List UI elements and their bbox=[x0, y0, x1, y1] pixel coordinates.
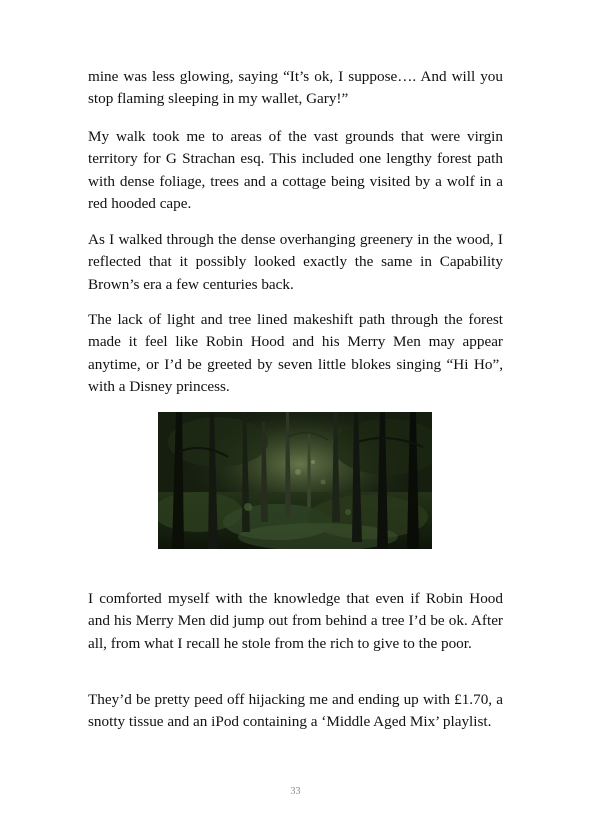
paragraph: They’d be pretty peed off hijacking me and ending up with £1.70, a snotty tissue and an iPod containing a ‘Middle Aged Mix’ playlist. bbox=[88, 691, 503, 731]
paragraph: My walk took me to areas of the vast grounds that were virgin territory for G Strachan esq. This included one lengthy forest path with dense foliage, trees and a cottage being visited by a wolf in a red hooded cape. bbox=[88, 128, 503, 212]
page-number: 33 bbox=[290, 786, 301, 797]
forest-photo bbox=[158, 412, 432, 549]
paragraph: mine was less glowing, saying “It’s ok, I suppose…. And will you stop flaming sleeping in my wallet, Gary!” bbox=[88, 68, 503, 108]
paragraph: I comforted myself with the knowledge that even if Robin Hood and his Merry Men did jump out from behind a tree I’d be ok. After all, from what I recall he stole from the rich to give to the poor. bbox=[88, 590, 503, 652]
paragraph: As I walked through the dense overhanging greenery in the wood, I reflected that it possibly looked exactly the same in Capability Brown’s era a few centuries back. bbox=[88, 231, 503, 293]
paragraph: The lack of light and tree lined makeshift path through the forest made it feel like Robin Hood and his Merry Men may appear anytime, or I’d be greeted by seven little blokes singing “Hi Ho”, with a Disney princess. bbox=[88, 311, 503, 395]
